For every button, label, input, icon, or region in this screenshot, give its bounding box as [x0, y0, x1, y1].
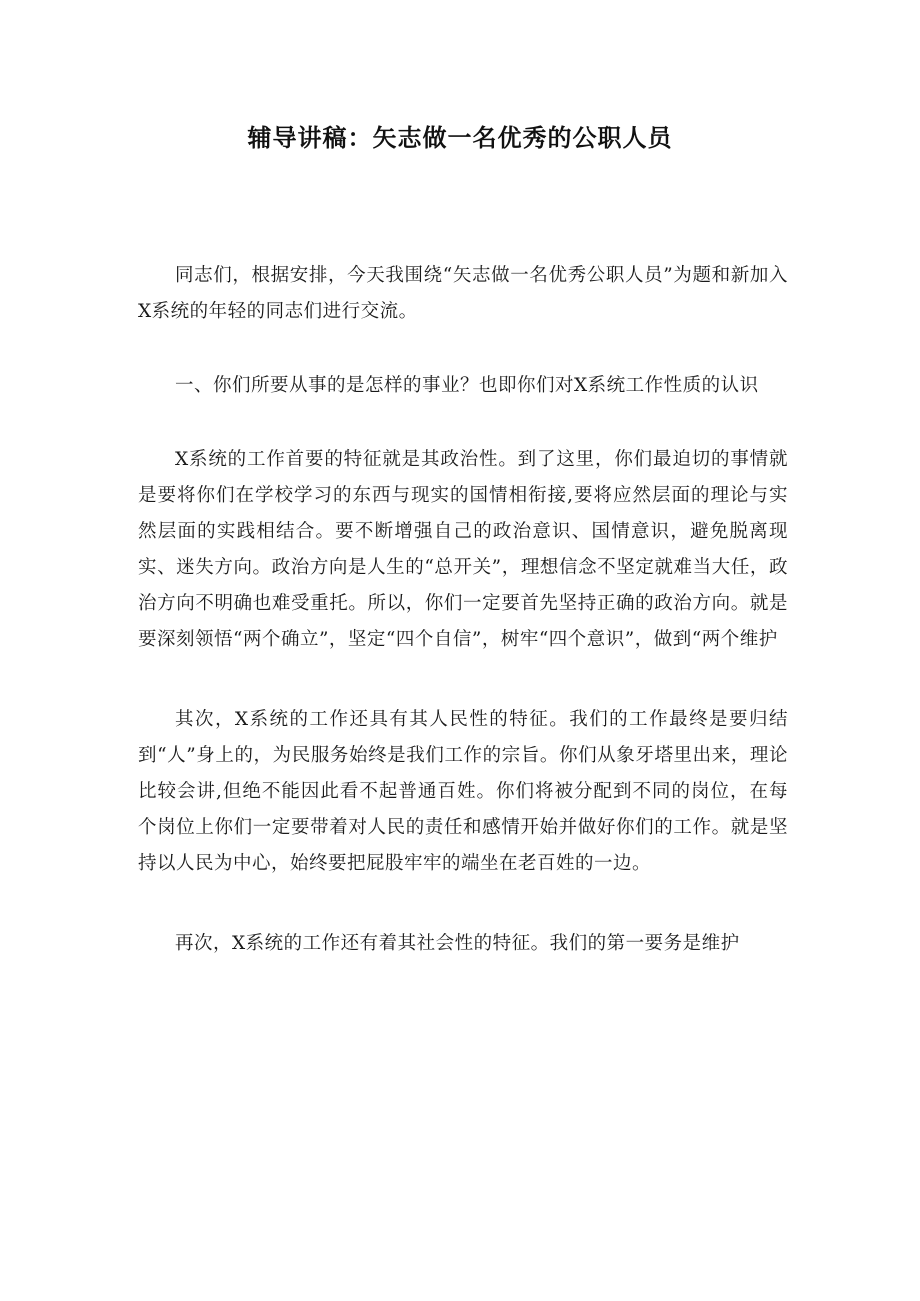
paragraph-political: X系统的工作首要的特征就是其政治性。到了这里，你们最迫切的事情就是要将你们在学校学习的东西与现实的国情相衔接,要将应然层面的理论与实然层面的实践相结合。要不断增强自己的政治意识、国情意识，避免脱离现实、迷失方向。政治方向是人生的“总开关”，理想信念不坚定就难当大任，政治方向不明确也难受重托。所以，你们一定要首先坚持正确的政治方向。就是要深刻领悟“两个确立”，坚定“四个自信”，树牢“四个意识”，做到“两个维护	[138, 449, 788, 650]
document-body	[138, 258, 788, 1000]
section-heading-1: 一、你们所要从事的是怎样的事业？也即你们对X系统工作性质的认识	[175, 375, 759, 396]
paragraph-intro: 同志们，根据安排，今天我围绕“矢志做一名优秀公职人员”为题和新加入X系统的年轻的同志们进行交流。	[138, 265, 788, 322]
paragraph-social: 再次，X系统的工作还有着其社会性的特征。我们的第一要务是维护	[175, 933, 740, 954]
paragraph-people: 其次，X系统的工作还具有其人民性的特征。我们的工作最终是要归结到“人”身上的，为民服务始终是我们工作的宗旨。你们从象牙塔里出来，理论比较会讲,但绝不能因此看不起普通百姓。你们将被分配到不同的岗位，在每个岗位上你们一定要带着对人民的责任和感情开始并做好你们的工作。就是坚持以人民为中心，始终要把屁股牢牢的端坐在老百姓的一边。	[138, 709, 788, 874]
document-title: 辅导讲稿：矢志做一名优秀的公职人员	[247, 124, 673, 152]
